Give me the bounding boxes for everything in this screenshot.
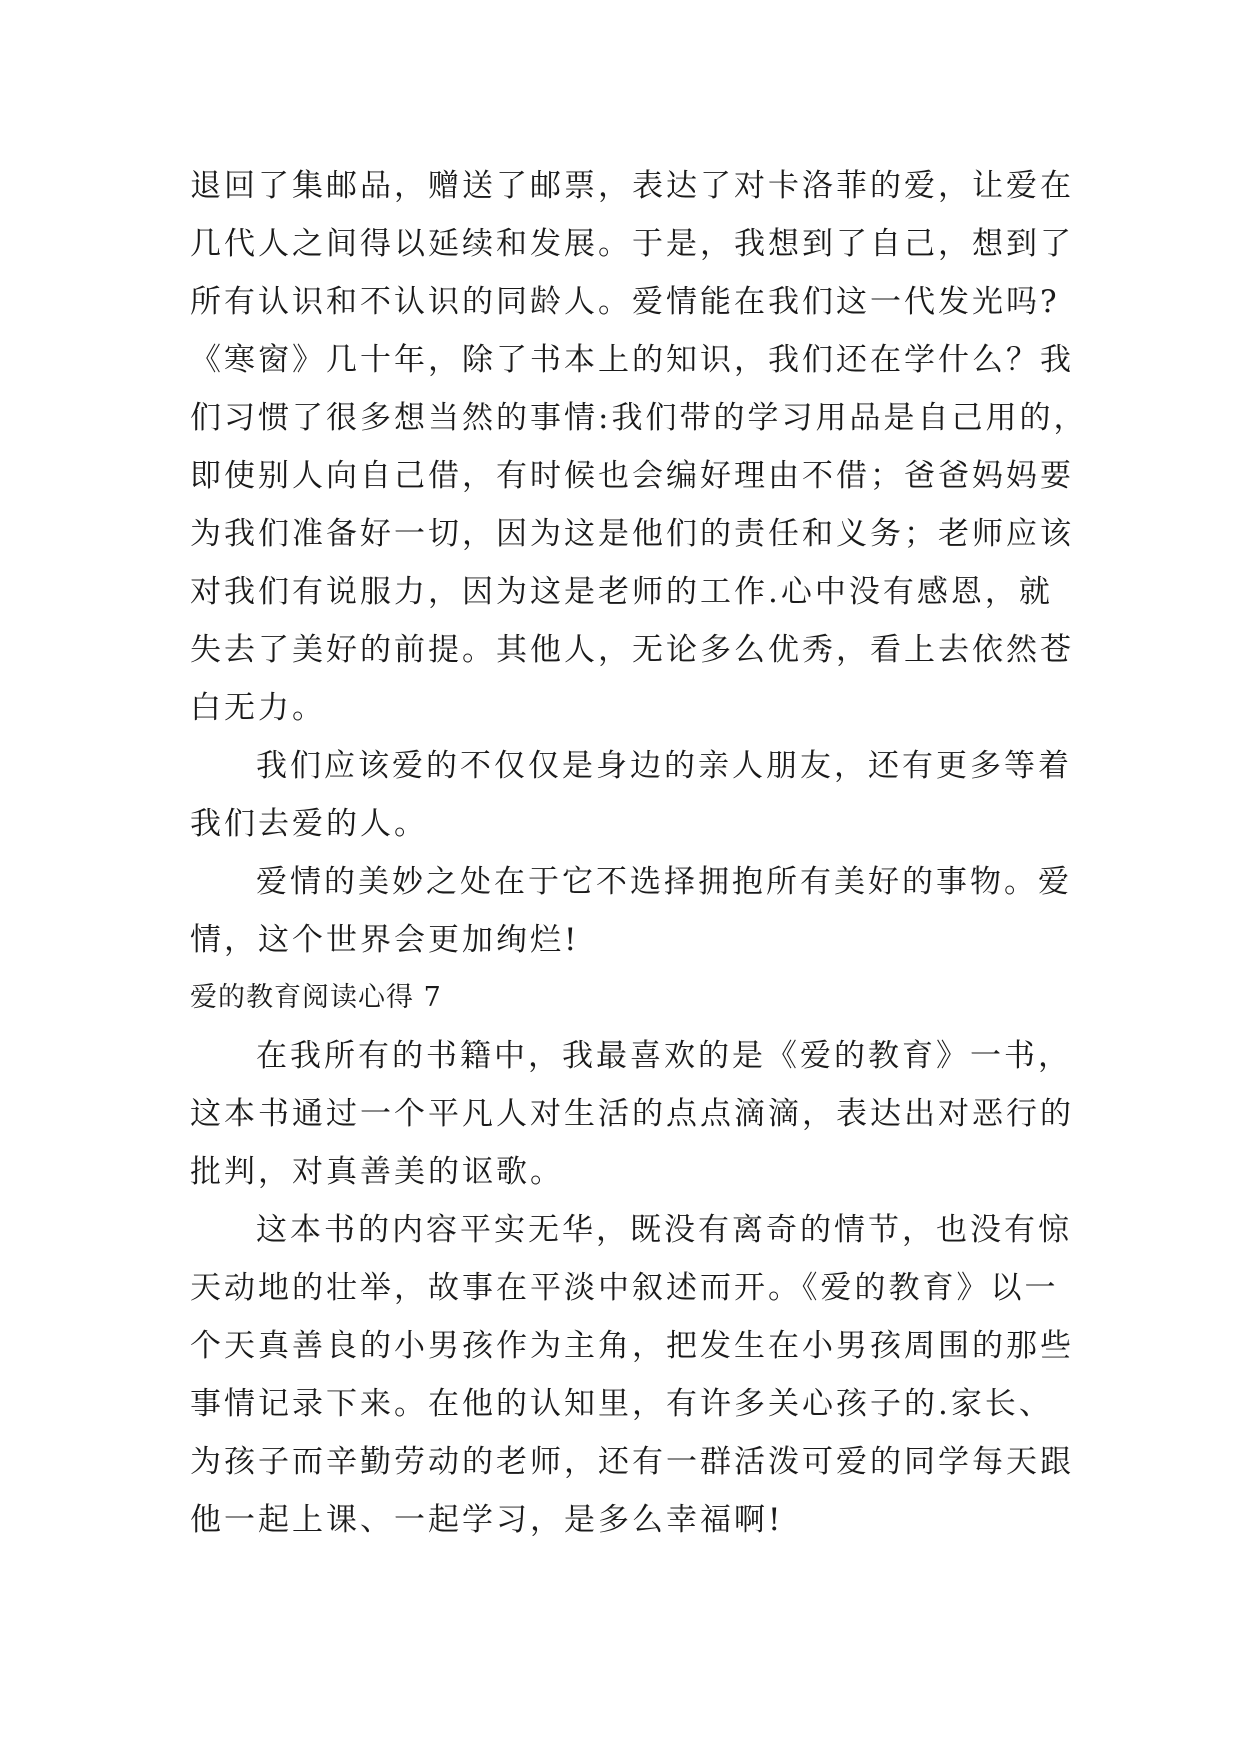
text-line: 天动地的壮举，故事在平淡中叙述而开。《爱的教育》以一 <box>190 1270 1059 1306</box>
text-line: 情，这个世界会更加绚烂! <box>190 922 580 958</box>
text-line: 为孩子而辛勤劳动的老师，还有一群活泼可爱的同学每天跟 <box>190 1444 1074 1480</box>
text-line: 批判，对真善美的讴歌。 <box>190 1154 564 1190</box>
document-body <box>190 157 1088 1549</box>
text-line: 个天真善良的小男孩作为主角，把发生在小男孩周围的那些 <box>190 1328 1074 1364</box>
paragraph <box>190 853 1070 969</box>
paragraph <box>190 157 1088 737</box>
text-line: 即使别人向自己借，有时候也会编好理由不借；爸爸妈妈要 <box>190 458 1074 494</box>
text-line: 白无力。 <box>190 690 326 726</box>
paragraph <box>190 737 1070 853</box>
text-line: 几代人之间得以延续和发展。于是，我想到了自己，想到了 <box>190 226 1074 262</box>
text-line: 在我所有的书籍中，我最喜欢的是《爱的教育》一书， <box>256 1038 1072 1074</box>
text-line: 对我们有说服力，因为这是老师的工作.心中没有感恩，就 <box>190 574 1053 610</box>
text-line: 所有认识和不认识的同龄人。爱情能在我们这一代发光吗? <box>190 284 1060 320</box>
paragraph <box>190 1201 1074 1549</box>
text-line: 我们应该爱的不仅仅是身边的亲人朋友，还有更多等着 <box>256 748 1072 784</box>
text-line: 这本书的内容平实无华，既没有离奇的情节，也没有惊 <box>256 1212 1072 1248</box>
text-line: 爱情的美妙之处在于它不选择拥抱所有美好的事物。爱 <box>256 864 1072 900</box>
text-line: 事情记录下来。在他的认知里，有许多关心孩子的.家长、 <box>190 1386 1053 1422</box>
section-heading: 爱的教育阅读心得 7 <box>190 982 442 1013</box>
text-line: 《寒窗》几十年，除了书本上的知识，我们还在学什么？我 <box>190 342 1074 378</box>
text-line: 失去了美好的前提。其他人，无论多么优秀，看上去依然苍 <box>190 632 1074 668</box>
text-line: 们习惯了很多想当然的事情:我们带的学习用品是自己用的， <box>190 400 1088 436</box>
text-line: 我们去爱的人。 <box>190 806 428 842</box>
text-line: 他一起上课、一起学习，是多么幸福啊! <box>190 1502 784 1538</box>
text-line: 退回了集邮品，赠送了邮票，表达了对卡洛菲的爱，让爱在 <box>190 168 1074 204</box>
text-line: 为我们准备好一切，因为这是他们的责任和义务；老师应该 <box>190 516 1074 552</box>
text-line: 这本书通过一个平凡人对生活的点点滴滴，表达出对恶行的 <box>190 1096 1074 1132</box>
paragraph <box>190 1027 1074 1201</box>
